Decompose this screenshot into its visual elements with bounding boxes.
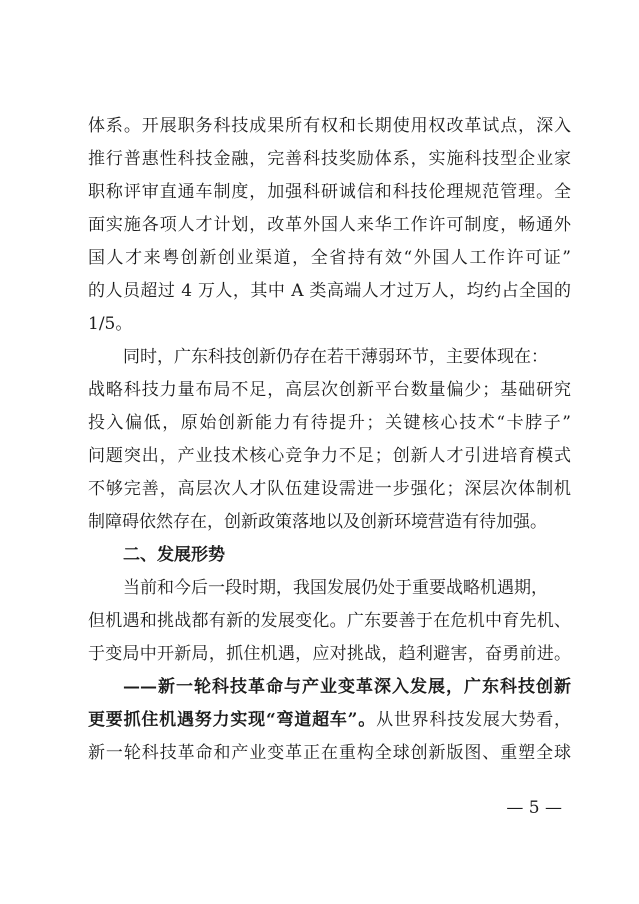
body-line: 同时，广东科技创新仍存在若干薄弱环节，主要体现在： bbox=[123, 347, 548, 367]
document-body bbox=[88, 110, 571, 770]
body-line: 于变局中开新局，抓住机遇，应对挑战，趋利避害，奋勇前进。 bbox=[88, 644, 571, 664]
body-line: 1/5。 bbox=[88, 314, 133, 334]
body-line: 投入偏低，原始创新能力有待提升；关键核心技术“卡脖子” bbox=[88, 413, 571, 433]
body-line: 推行普惠性科技金融，完善科技奖励体系，实施科技型企业家 bbox=[88, 149, 571, 169]
body-line: 战略科技力量布局不足，高层次创新平台数量偏少；基础研究 bbox=[88, 380, 571, 400]
body-line: 职称评审直通车制度，加强科研诚信和科技伦理规范管理。全 bbox=[88, 182, 571, 202]
body-line: 当前和今后一段时期，我国发展仍处于重要战略机遇期， bbox=[123, 578, 548, 598]
emphasis-text: 更要抓住机遇努力实现“弯道超车”。 bbox=[88, 710, 377, 730]
body-line: 体系。开展职务科技成果所有权和长期使用权改革试点，深入 bbox=[88, 116, 571, 136]
section-heading: 二、发展形势 bbox=[123, 545, 225, 565]
emphasis-line: ——新一轮科技革命与产业变革深入发展，广东科技创新 bbox=[123, 677, 571, 697]
body-text: 从世界科技发展大势看， bbox=[376, 710, 571, 730]
body-line: 的人员超过 4 万人，其中 A 类高端人才过万人，均约占全国的 bbox=[88, 281, 571, 301]
page-number: — 5 — bbox=[506, 798, 562, 818]
body-line: 面实施各项人才计划，改革外国人来华工作许可制度，畅通外 bbox=[88, 215, 571, 235]
body-line: 但机遇和挑战都有新的发展变化。广东要善于在危机中育先机、 bbox=[88, 611, 571, 631]
body-line: 不够完善，高层次人才队伍建设需进一步强化；深层次体制机 bbox=[88, 479, 571, 499]
body-line: 国人才来粤创新创业渠道，全省持有效“外国人工作许可证” bbox=[88, 248, 571, 268]
body-line: 制障碍依然存在，创新政策落地以及创新环境营造有待加强。 bbox=[88, 512, 547, 532]
body-line: 问题突出，产业技术核心竞争力不足；创新人才引进培育模式 bbox=[88, 446, 571, 466]
body-line: 新一轮科技革命和产业变革正在重构全球创新版图、重塑全球 bbox=[88, 743, 571, 763]
mixed-line bbox=[88, 704, 571, 737]
